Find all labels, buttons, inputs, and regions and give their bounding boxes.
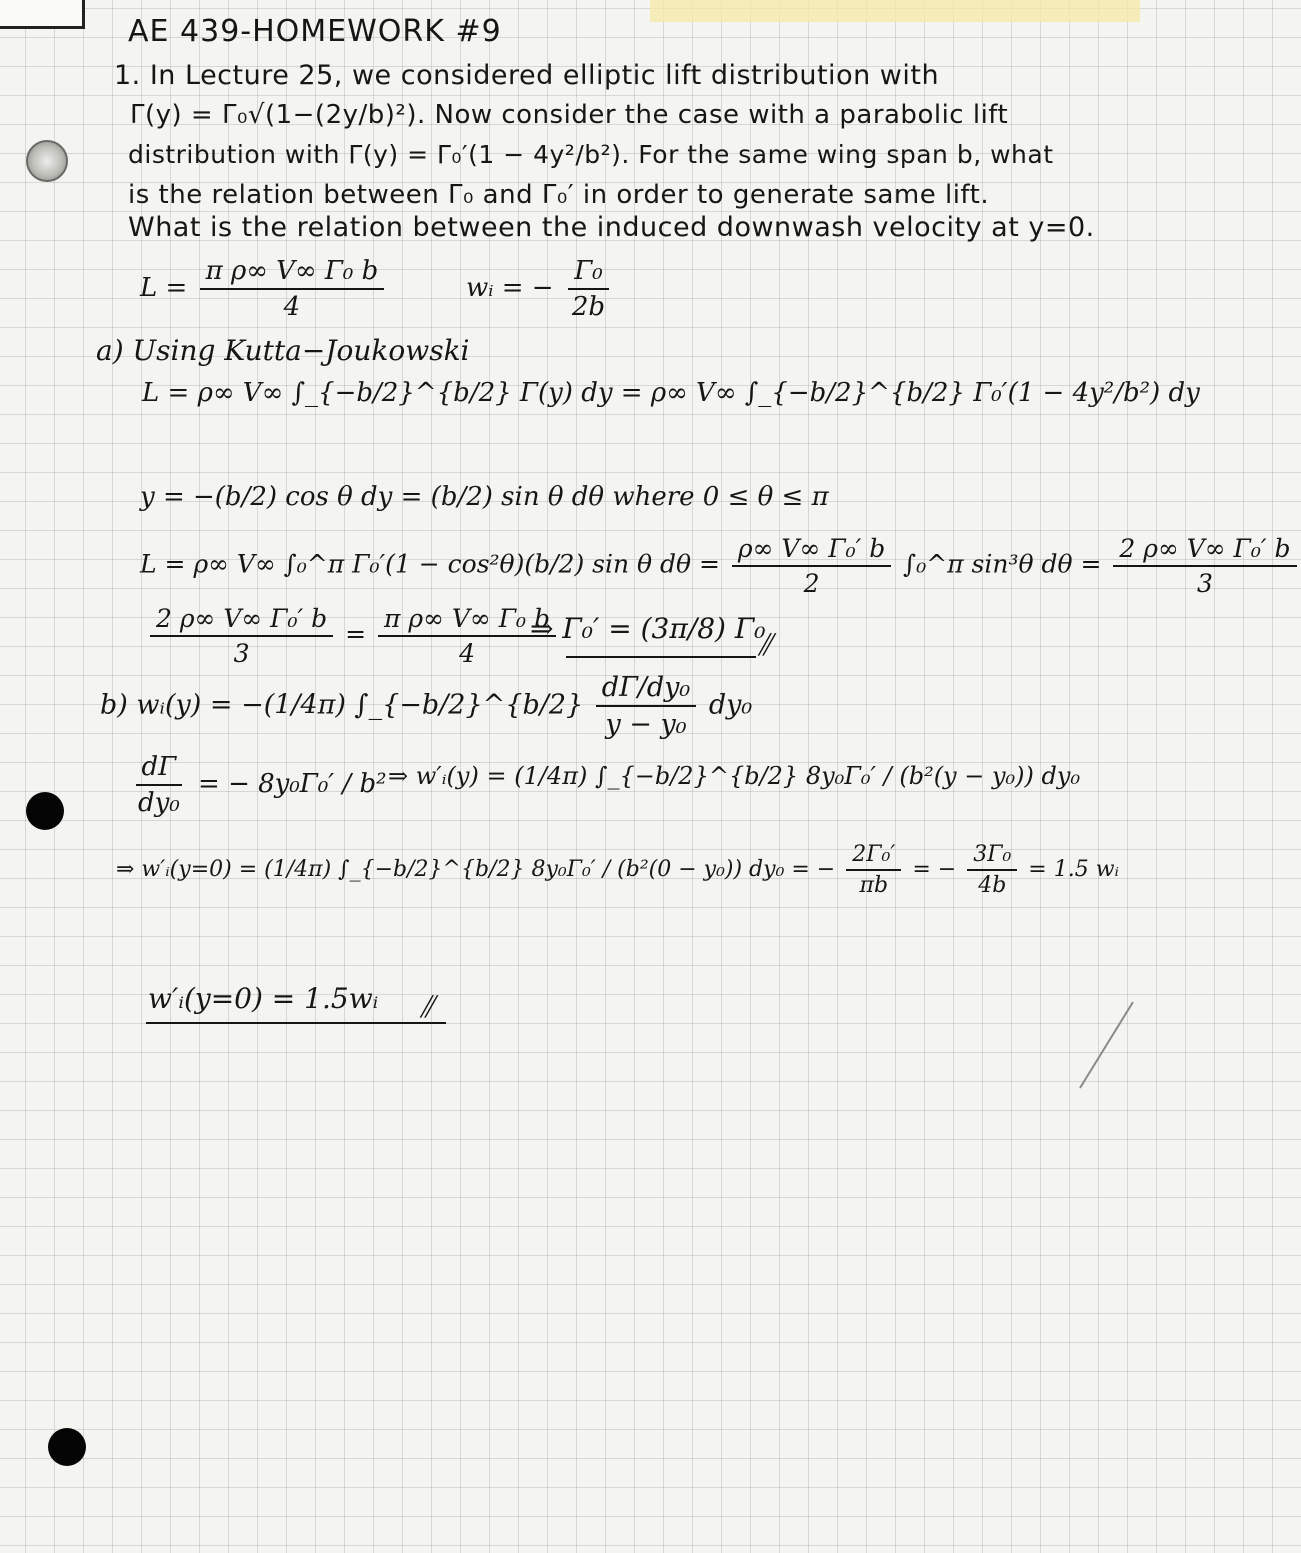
problem-line-2: Γ(y) = Γ₀√(1−(2y/b)²). Now consider the case with a parabolic lift [130, 100, 1009, 130]
part-a-lift-theta-lhs: L = ρ∞ V∞ ∫₀^π Γ₀′(1 − cos²θ)(b/2) sin θ dθ = [140, 549, 720, 579]
part-b-integrand-num: dΓ/dy₀ [596, 672, 696, 707]
part-b-final-underline [146, 1022, 446, 1024]
part-b-wi-at-zero-end: = 1.5 wᵢ [1028, 857, 1119, 882]
part-a-equate-lift [146, 604, 560, 668]
punch-hole-middle [26, 792, 64, 830]
part-b-wi-at-zero-eq: = − [912, 857, 957, 882]
part-b-wi-at-zero [116, 842, 1119, 898]
part-a-substitution: y = −(b/2) cos θ dy = (b/2) sin θ dθ where 0 ≤ θ ≤ π [140, 482, 829, 512]
part-b-final-mark: ⫽ [420, 990, 434, 1025]
part-b-integrand [596, 672, 696, 740]
part-a-lift-integral: L = ρ∞ V∞ ∫_{−b/2}^{b/2} Γ(y) dy = ρ∞ V∞ ∫_{−b/2}^{b/2} Γ₀′(1 − 4y²/b²) dy [142, 378, 1200, 408]
punch-hole-bottom [48, 1428, 86, 1466]
part-a-elliptic-lift-den: 4 [459, 639, 475, 668]
part-a-lift-result [1113, 534, 1296, 598]
part-b-derivative-num: dΓ [136, 752, 183, 786]
given-downwash-fraction [566, 256, 611, 322]
part-b-derivative [128, 752, 387, 818]
corner-tab [0, 0, 85, 29]
page-title: AE 439-HOMEWORK #9 [128, 14, 502, 49]
part-b-derivative-frac [132, 752, 186, 818]
pencil-check-mark [1078, 1000, 1138, 1090]
part-a-lift-theta [140, 534, 1301, 598]
part-b-final-result: w′ᵢ(y=0) = 1.5wᵢ [148, 982, 379, 1015]
part-b-wi-at-zero-frac-1 [846, 842, 901, 898]
part-b-downwash-integral [100, 672, 752, 740]
part-a-heading-text: Using Kutta−Joukowski [132, 334, 470, 367]
given-lift-lhs: L = [140, 273, 188, 303]
given-downwash-numerator: Γ₀ [568, 256, 608, 290]
part-a-lift-result-num: 2 ρ∞ V∞ Γ₀′ b [1113, 534, 1296, 567]
part-b-integral-lhs: wᵢ(y) = −(1/4π) ∫_{−b/2}^{b/2} [136, 689, 584, 721]
part-a-label: a) [96, 334, 124, 367]
given-lift-numerator: π ρ∞ V∞ Γ₀ b [200, 256, 385, 290]
given-lift [140, 256, 388, 322]
part-b-derivative-rhs: = − 8y₀Γ₀′ / b² [198, 769, 387, 799]
part-a-elliptic-lift-num: π ρ∞ V∞ Γ₀ b [378, 604, 556, 637]
given-lift-fraction [200, 256, 385, 322]
part-b-wi-prime: ⇒ w′ᵢ(y) = (1/4π) ∫_{−b/2}^{b/2} 8y₀Γ₀′ / (b²(y − y₀)) dy₀ [388, 762, 1081, 790]
problem-line-3: distribution with Γ(y) = Γ₀′(1 − 4y²/b²). For the same wing span b, what [128, 140, 1054, 169]
given-downwash-lhs: wᵢ = − [466, 273, 554, 303]
punch-hole-top [26, 140, 68, 182]
part-a-sin-cubed-integral: ∫₀^π sin³θ dθ = [903, 549, 1102, 579]
part-a-parabolic-lift-num: 2 ρ∞ V∞ Γ₀′ b [150, 604, 333, 637]
part-b-wi-at-zero-frac-1-num: 2Γ₀′ [846, 842, 901, 871]
problem-line-4: is the relation between Γ₀ and Γ₀′ in order to generate same lift. [128, 180, 990, 210]
problem-line-1: 1. In Lecture 25, we considered elliptic lift distribution with [114, 60, 940, 91]
part-a-result-underline [566, 656, 756, 658]
part-a-lift-theta-coef [732, 534, 891, 598]
part-a-heading [96, 334, 470, 367]
part-a-parabolic-lift-den: 3 [233, 639, 250, 668]
given-downwash [466, 256, 615, 322]
part-b-integrand-den: y − y₀ [605, 709, 687, 740]
part-a-result-mark: ⫽ [758, 628, 772, 663]
part-b-derivative-den: dy₀ [138, 788, 180, 818]
given-downwash-denominator: 2b [571, 292, 606, 322]
part-b-wi-at-zero-frac-2-num: 3Γ₀ [967, 842, 1017, 871]
highlighter-mark [650, 0, 1140, 22]
part-b-wi-at-zero-frac-2-den: 4b [978, 873, 1007, 898]
part-b-wi-at-zero-frac-1-den: πb [859, 873, 889, 898]
part-b-label: b) [100, 689, 128, 721]
part-a-lift-theta-coef-den: 2 [803, 569, 820, 598]
part-a-parabolic-lift [150, 604, 333, 668]
problem-line-5: What is the relation between the induced downwash velocity at y=0. [128, 212, 1095, 243]
given-lift-denominator: 4 [283, 292, 301, 322]
part-a-equals: = [345, 619, 367, 649]
part-a-lift-theta-coef-num: ρ∞ V∞ Γ₀′ b [732, 534, 891, 567]
part-a-lift-result-den: 3 [1197, 569, 1213, 598]
part-b-integral-tail: dy₀ [708, 689, 753, 721]
part-a-result: ⇒ Γ₀′ = (3π/8) Γ₀ [530, 612, 766, 645]
part-b-wi-at-zero-frac-2 [967, 842, 1017, 898]
part-b-wi-at-zero-lhs: ⇒ w′ᵢ(y=0) = (1/4π) ∫_{−b/2}^{b/2} 8y₀Γ₀′ / (b²(0 − y₀)) dy₀ = − [116, 857, 836, 882]
